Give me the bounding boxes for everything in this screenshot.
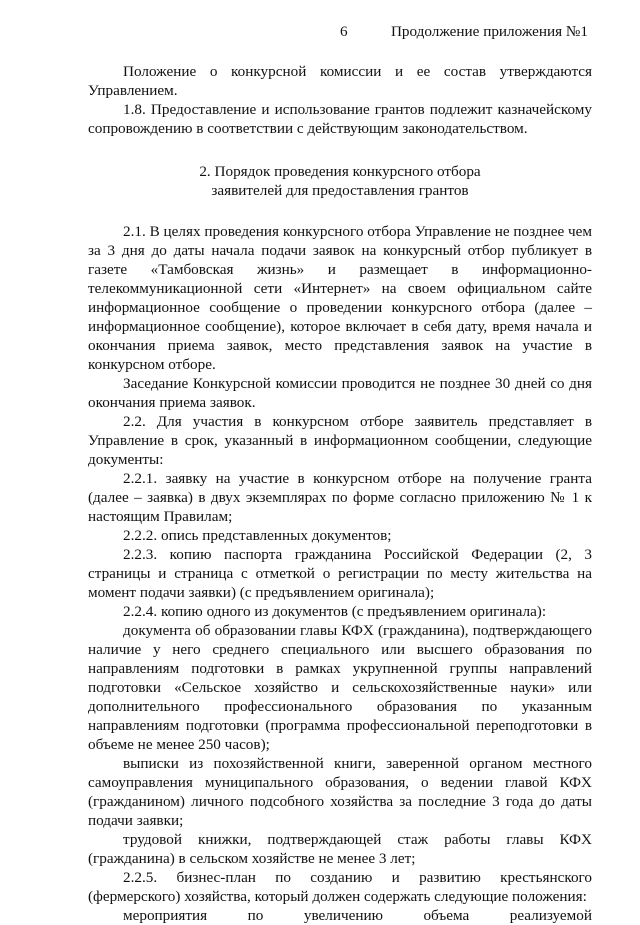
paragraph: 2.2.2. опись представленных документов; [123,527,392,544]
paragraph: 1.8. Предоставление и использование грантов подлежит казначейскому сопровождению в соответствии с действующим законодательством. [88,101,592,137]
paragraph: 2.2.1. заявку на участие в конкурсном отборе на получение гранта (далее – заявка) в двух экземплярах по форме согласно приложению № 1 к настоящим Правилам; [88,470,592,525]
page-header [0,22,640,42]
paragraph: 2.2.5. бизнес-план по созданию и развитию крестьянского (фермерского) хозяйства, который должен содержать следующие положения: [88,869,592,905]
page-number: 6 [340,23,348,40]
paragraph: 2.2.4. копию одного из документов (с предъявлением оригинала): [123,603,547,620]
paragraph: Заседание Конкурсной комиссии проводится не позднее 30 дней со дня окончания приема заявок. [88,375,592,411]
paragraph: трудовой книжки, подтверждающей стаж работы главы КФХ (гражданина) в сельском хозяйстве не менее 3 лет; [88,831,592,867]
appendix-continuation-note: Продолжение приложения №1 [390,23,588,40]
section-heading-line: заявителей для предоставления грантов [211,182,469,199]
section-heading-line: 2. Порядок проведения конкурсного отбора [199,163,481,180]
paragraph: документа об образовании главы КФХ (гражданина), подтверждающего наличие у него среднего специального или высшего образования по направлениям подготовки в рамках укрупненной группы направлений подготовки «Сельское хозяйство и сельскохозяйственные науки» или дополнительного профессионального образования по указанным направлениям подготовки (программа профессиональной переподготовки в объеме не менее 250 часов); [88,622,592,753]
paragraph: выписки из похозяйственной книги, заверенной органом местного самоуправления муниципального образования, о ведении главой КФХ (гражданином) личного подсобного хозяйства за последние 3 года до даты подачи заявки; [88,755,592,829]
paragraph: 2.2.3. копию паспорта гражданина Российской Федерации (2, 3 страницы и страница с отметкой о регистрации по месту жительства на момент подачи заявки) (с предъявлением оригинала); [88,546,592,601]
paragraph: мероприятия по увеличению объема реализуемой [123,907,592,924]
paragraph: 2.2. Для участия в конкурсном отборе заявитель представляет в Управление в срок, указанный в информационном сообщении, следующие документы: [88,413,592,468]
paragraph: 2.1. В целях проведения конкурсного отбора Управление не позднее чем за 3 дня до даты начала подачи заявок на конкурсный отбор публикует в газете «Тамбовская жизнь» и размещает в информационно-телекоммуникационной сети «Интернет» на своем официальном сайте информационное сообщение о проведении конкурсного отбора (далее – информационное сообщение), которое включает в себя дату, время начала и окончания приема заявок, место представления заявок на участие в конкурсном отборе. [88,223,592,373]
paragraph: Положение о конкурсной комиссии и ее состав утверждаются Управлением. [88,63,592,99]
document-body [88,62,592,925]
section-heading [88,162,592,200]
